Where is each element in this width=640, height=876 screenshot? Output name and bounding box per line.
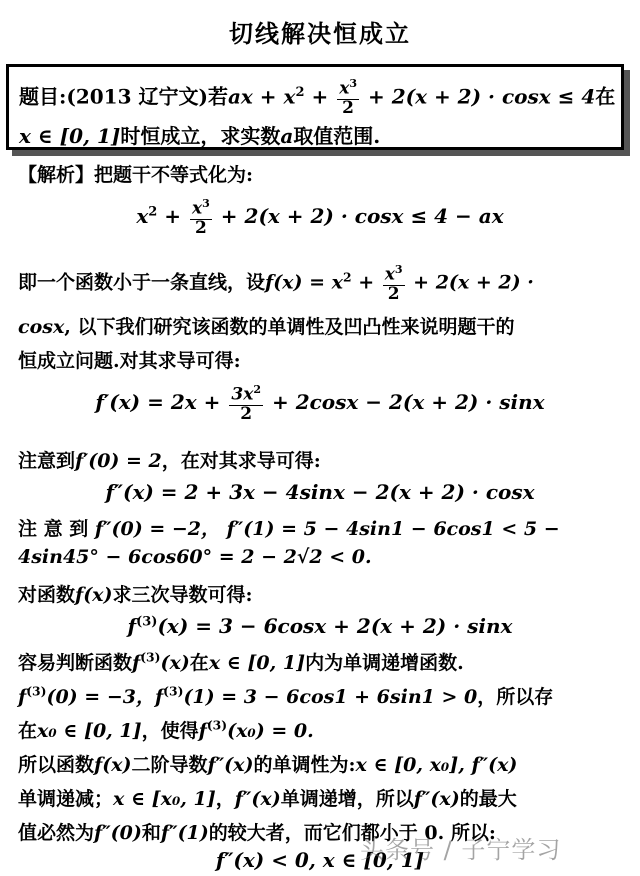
problem-sq: 2 [295,85,305,100]
text-line-11: 在x₀ ∈ [0, 1]，使得$f^{(3)}(x_0) = 0$. [18,717,314,742]
problem-fraction: $\frac{x^3}{2}$ [339,77,358,118]
text-line-3: cosx, 以下我们研究该函数的单调性及凹凸性来说明题干的 [18,316,515,338]
text-line-14: 值必然为f″(0)和f″(1)的较大者，而它们都小于 0. 所以: [18,822,496,844]
problem-plus: + [304,84,336,109]
text-line-9: 容易判断函数$f^{(3)}(x)$在x ∈ [0, 1]内为单调递增函数. [18,649,464,674]
text-line-8: 对函数f(x)求三次导数可得: [18,584,253,606]
equation-1: $x^2$ + $\frac{x^3}{2}$ + 2(x + 2) · cosx ≤ 4 − ax [136,197,504,238]
equation-4: $f^{(3)}(x) = 3 - 6\cos x + 2(x + 2) \cdot \sin x$ [127,614,513,638]
text-line-4: 恒成立问题.对其求导可得: [18,350,241,372]
equation-5: f″(x) < 0, x ∈ [0, 1] [215,848,425,872]
problem-domain: x ∈ [0, 1] [19,123,121,148]
equation-2: f′(x) = 2x + $\frac{3x^2}{2}$ + 2cosx − 2(x + 2) · sinx [95,383,545,424]
problem-line-1 [19,75,616,118]
text-line-7: 4sin45° − 6cos60° = 2 − 2√2 < 0. [18,546,372,568]
text-line-5: 注意到f′(0) = 2，在对其求导可得: [18,450,321,472]
text-line-10: $f^{(3)}(0) = -3$，$f^{(3)}(1) = 3 - 6\cos 1 + 6\sin 1 > 0$，所以存 [18,683,554,708]
analysis-head: 【解析】把题干不等式化为: [18,164,254,186]
page-title: 切线解决恒成立 [229,19,411,48]
text-line-6: 注 意 到 f″(0) = −2， f″(1) = 5 − 4sin1 − 6cos1 < 5 − [18,518,560,540]
text-line-12: 所以函数f(x)二阶导数f″(x)的单调性为:x ∈ [0, x₀], f″(x) [18,754,518,776]
problem-prefix: 题目: [19,84,67,109]
equation-3: f″(x) = 2 + 3x − 4sinx − 2(x + 2) · cosx [105,480,535,504]
problem-ineq-b: + 2(x + 2) · cosx ≤ 4 [361,84,596,109]
problem-box [6,64,624,150]
problem-source: (2013 辽宁文)若 [66,84,228,109]
text-line-2: 即一个函数小于一条直线，设$f(x) = x^2$ + $\frac{x^3}{2}$ + 2(x + 2) · [18,263,534,304]
problem-suffix: 在 [595,84,616,109]
problem-line-2: x ∈ [0, 1]时恒成立，求实数a取值范围. [19,123,381,148]
problem-ineq-a: ax + x [227,84,296,109]
text-line-13: 单调递减；x ∈ [x₀, 1]，f″(x)单调递增，所以f″(x)的最大 [18,788,517,810]
watermark: 头条号 / 子宁学习 [360,836,562,864]
